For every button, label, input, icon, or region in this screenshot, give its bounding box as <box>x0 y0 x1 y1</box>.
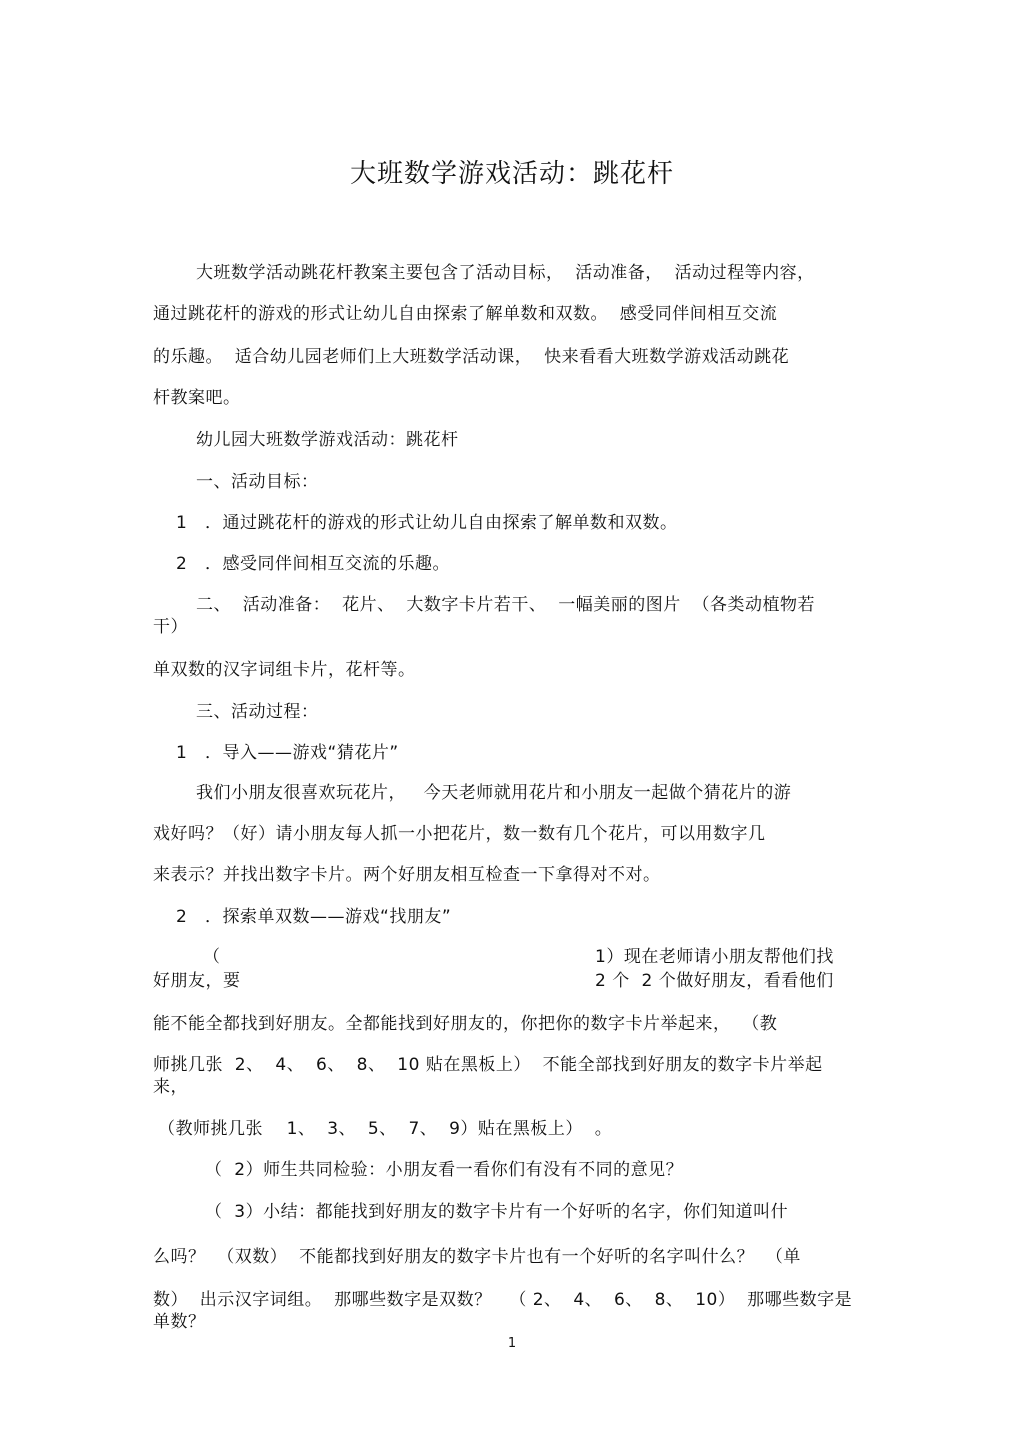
step-2-para-open-paren: （ <box>203 947 221 967</box>
process-step-2: 2 ．探索单双数——游戏“找朋友” <box>176 907 452 927</box>
step-2-para-line-3: 能不能全都找到好朋友。全都能找到好朋友的，你把你的数字卡片举起来， （教 <box>153 1014 778 1034</box>
goal-item-1: 1 ．通过跳花杆的游戏的形式让幼儿自由探索了解单数和双数。 <box>176 513 678 533</box>
page-number: 1 <box>507 1336 517 1351</box>
step-2-para-right-1: 1）现在老师请小朋友帮他们找 <box>595 947 834 967</box>
subtitle: 幼儿园大班数学游戏活动：跳花杆 <box>196 430 459 450</box>
page-title: 大班数学游戏活动：跳花杆 <box>349 159 674 189</box>
summary-line-3: 数） 出示汉字词组。 那哪些数字是双数？ （ 2、 4、 6、 8、 10） 那哪些数字是 <box>153 1290 853 1310</box>
section-3-heading: 三、活动过程： <box>196 702 319 722</box>
prep-line-1: 二、 活动准备： 花片、 大数字卡片若干、 一幅美丽的图片 （各类动植物若 <box>196 595 816 615</box>
check-line: （ 2）师生共同检验：小朋友看一看你们有没有不同的意见？ <box>205 1160 684 1180</box>
goal-item-2: 2 ．感受同伴间相互交流的乐趣。 <box>176 554 451 574</box>
prep-line-3: 单双数的汉字词组卡片，花杆等。 <box>153 660 416 680</box>
summary-line-4: 单数？ <box>153 1312 206 1332</box>
step-2-para-right-2: 2 个 2 个做好朋友，看看他们 <box>595 971 834 991</box>
summary-line-2: 么吗？ （双数） 不能都找到好朋友的数字卡片也有一个好听的名字叫什么？ （单 <box>153 1247 801 1267</box>
step-1-para-line-1: 我们小朋友很喜欢玩花片， 今天老师就用花片和小朋友一起做个猜花片的游 <box>196 783 792 803</box>
process-step-1: 1 ．导入——游戏“猜花片” <box>176 743 399 763</box>
intro-line-4: 杆教案吧。 <box>153 388 241 408</box>
step-2-para-line-6: （教师挑几张 1、 3、 5、 7、 9）贴在黑板上） 。 <box>158 1119 613 1139</box>
step-2-para-line-4: 师挑几张 2、 4、 6、 8、 10 贴在黑板上） 不能全部找到好朋友的数字卡片举起 <box>153 1055 823 1075</box>
summary-line-1: （ 3）小结：都能找到好朋友的数字卡片有一个好听的名字，你们知道叫什 <box>205 1202 789 1222</box>
section-1-heading: 一、活动目标： <box>196 472 319 492</box>
step-2-para-line-5: 来， <box>153 1077 188 1097</box>
intro-line-1: 大班数学活动跳花杆教案主要包含了活动目标， 活动准备， 活动过程等内容， <box>196 263 815 283</box>
step-1-para-line-2: 戏好吗？（好）请小朋友每人抓一小把花片，数一数有几个花片，可以用数字几 <box>153 824 766 844</box>
prep-line-2: 干） <box>153 617 188 637</box>
intro-line-3: 的乐趣。 适合幼儿园老师们上大班数学活动课， 快来看看大班数学游戏活动跳花 <box>153 347 790 367</box>
step-1-para-line-3: 来表示？并找出数字卡片。两个好朋友相互检查一下拿得对不对。 <box>153 865 661 885</box>
step-2-para-left-2: 好朋友，要 <box>153 971 241 991</box>
intro-line-2: 通过跳花杆的游戏的形式让幼儿自由探索了解单数和双数。 感受同伴间相互交流 <box>153 304 778 324</box>
